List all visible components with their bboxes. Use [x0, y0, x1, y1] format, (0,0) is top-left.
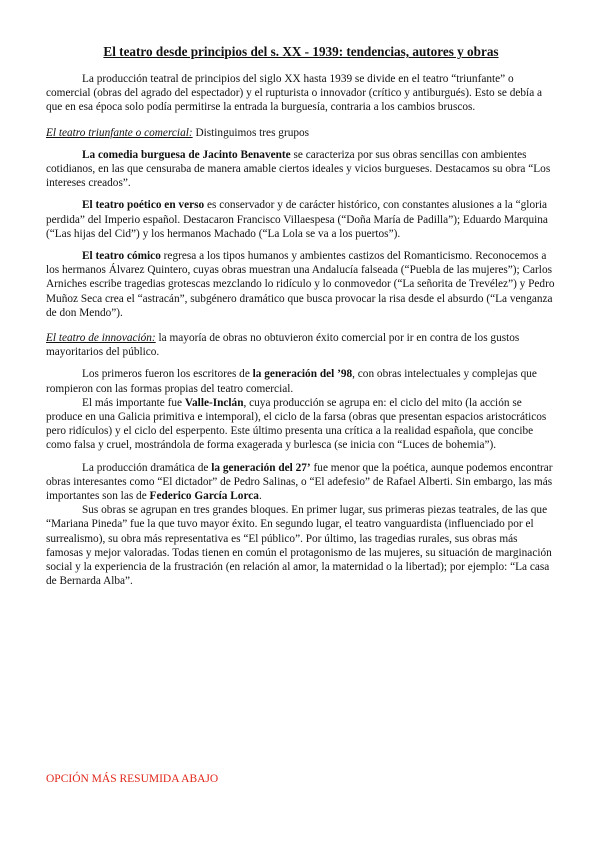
- g27-paragraph: [46, 461, 556, 504]
- comercial-heading-paragraph: [46, 126, 556, 140]
- comico-paragraph: [46, 249, 556, 320]
- comercial-heading-rest: Distinguimos tres grupos: [192, 126, 310, 139]
- g98-term: la generación del ’98: [252, 368, 353, 381]
- valle-pre: El más importante fue: [82, 396, 185, 409]
- valle-paragraph: [46, 396, 556, 453]
- g27-mid: fue menor que la poética, aunque podemos encontrar obras interesantes como “El dictador” de Pedro Salinas, o “El adefesio” de Rafael Alberti. Sin embargo, las más importantes son las de: [46, 461, 553, 503]
- comico-term: El teatro cómico: [82, 250, 161, 263]
- g27-pre: La producción dramática de: [82, 461, 212, 474]
- poetico-paragraph: [46, 198, 556, 241]
- burguesa-term: La comedia burguesa de Jacinto Benavente: [82, 148, 291, 161]
- intro-paragraph: La producción teatral de principios del siglo XX hasta 1939 se divide en el teatro “triunfante” o comercial (obras del agrado del espectador) y el rupturista o innovador (crítico y antiburgués). Esto se debía a que en esa época solo podía permitirse la entrada la burguesía, contraria a los cambios bruscos.: [46, 73, 543, 114]
- innovacion-heading-paragraph: [46, 331, 556, 359]
- burguesa-paragraph: [46, 148, 556, 191]
- valle-post: , cuya producción se agrupa en: el ciclo del mito (la acción se produce en una Galicia primitiva e intemporal), el ciclo de la farsa (obras que presentan espacios aristocráticos pero ridículos) y el ciclo del esperpento. Este último presenta una crítica a la realidad española, que concibe como falsa y cruel, mostrándola de forma exagerada y burlesca (se inicia con “Luces de bohemia”).: [46, 396, 547, 452]
- poetico-term: El teatro poético en verso: [82, 199, 205, 212]
- lorca-paragraph: Sus obras se agrupan en tres grandes bloques. En primer lugar, sus primeras piezas teatrales, de las que “Mariana Pineda” fue la que tuvo mayor éxito. En segundo lugar, el teatro vanguardista (influenciado por el surrealismo), su obra más representativa es “El público”. Por último, las tragedias rurales, sus obras más famosas y mejor valoradas. Todas tienen en común el protagonismo de las mujeres, su situación de marginación social y la experiencia de la frustración (en relación al amor, la maternidad o la libertad); por ejemplo: “La casa de Bernarda Alba”.: [46, 504, 552, 588]
- g27-term: la generación del 27’: [211, 461, 311, 474]
- document-body: [46, 44, 556, 589]
- comercial-heading: El teatro triunfante o comercial:: [46, 126, 193, 139]
- g27-end: .: [258, 490, 262, 503]
- innovacion-heading-rest: la mayoría de obras no obtuvieron éxito comercial por ir en contra de los gustos mayoritarios del público.: [46, 332, 520, 359]
- valle-term: Valle-Inclán: [184, 396, 244, 409]
- g98-post: , con obras intelectuales y complejas que rompieron con las formas propias del teatro comercial.: [46, 368, 537, 395]
- g98-paragraph: [46, 367, 556, 395]
- poetico-text: es conservador y de carácter histórico, con constantes alusiones a la “gloria perdida” del Imperio español. Destacaron Francisco Villaespesa (“Doña María de Padilla”); Eduardo Marquina (“Las hijas del Cid”) y los hermanos Machado (“La Lola se va a los puertos”).: [46, 199, 548, 240]
- comico-text: regresa a los tipos humanos y ambientes castizos del Romanticismo. Reconocemos a los hermanos Álvarez Quintero, cuyas obras muestran una Andalucía falseada (“Puebla de las mujeres”); Carlos Arniches escribe tragedias grotescas mezclando lo ridículo y lo conmovedor (“La señorita de Trevélez”) y Pedro Muñoz Seca crea el “astracán”, subgénero dramático que busca provocar la risa desde el absurdo (“La venganza de don Mendo”).: [46, 250, 555, 319]
- summary-option-note: OPCIÓN MÁS RESUMIDA ABAJO: [46, 773, 219, 785]
- g98-pre: Los primeros fueron los escritores de: [82, 368, 253, 381]
- lorca-term: Federico García Lorca: [149, 490, 259, 503]
- document-title: El teatro desde principios del s. XX - 1939: tendencias, autores y obras: [103, 44, 499, 59]
- innovacion-heading: El teatro de innovación:: [46, 332, 156, 345]
- burguesa-text: se caracteriza por sus obras sencillas con ambientes cotidianos, en las que censuraba de manera amable ciertos ideales y vicios burgueses. Destacamos su obra “Los intereses creados”.: [46, 148, 551, 190]
